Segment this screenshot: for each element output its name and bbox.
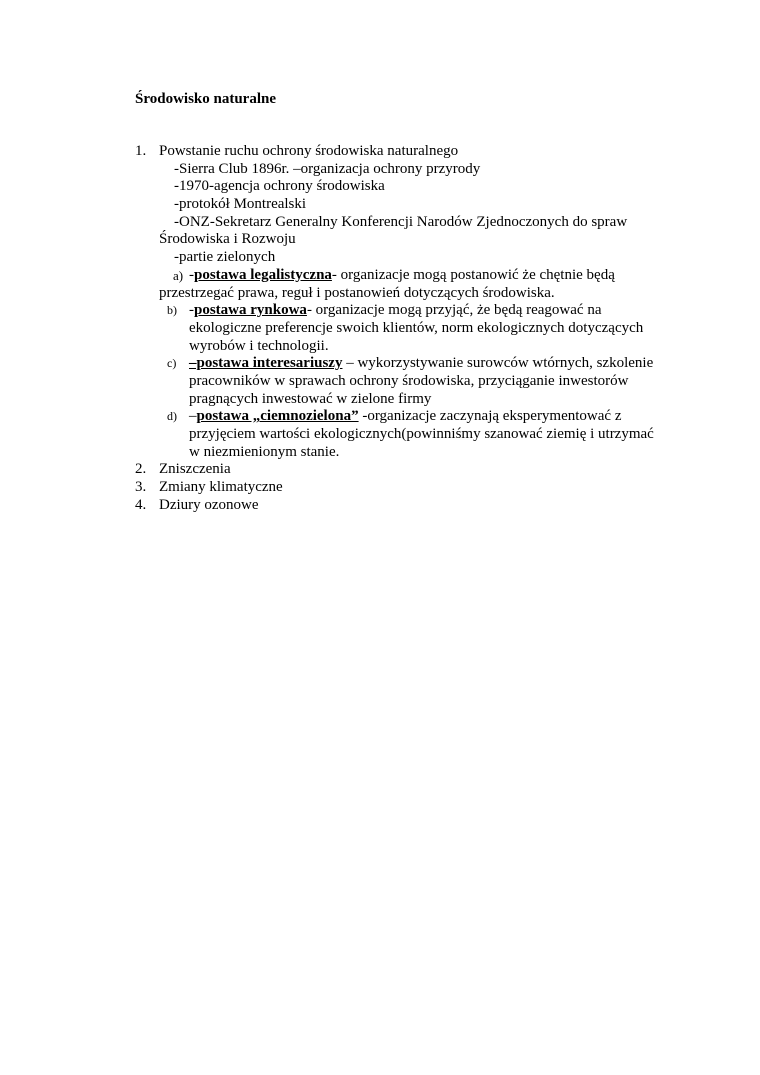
list-item-3: [0, 479, 760, 497]
line-text: pracowników w sprawach ochrony środowiska, przyciąganie inwestorów: [189, 372, 629, 389]
sublist-text: [189, 408, 621, 426]
list-item-2: [0, 461, 760, 479]
sublist-text: [189, 355, 653, 373]
text-line: [0, 373, 760, 391]
line-text: ekologiczne preferencje swoich klientów, norm ekologicznych dotyczących: [189, 319, 644, 336]
line-text: -protokół Montrealski: [174, 196, 307, 213]
prefix: -: [189, 266, 194, 283]
list-item-text: Powstanie ruchu ochrony środowiska naturalnego: [159, 143, 459, 159]
rest: - organizacje mogą postanowić że chętnie będą: [331, 266, 615, 283]
list-number: 1.: [135, 143, 147, 159]
list-number: 3.: [135, 479, 147, 496]
line-text: -ONZ-Sekretarz Generalny Konferencji Narodów Zjednoczonych do spraw: [174, 213, 628, 230]
sublist-item-b: [0, 302, 760, 320]
line-text: w niezmienionym stanie.: [189, 443, 340, 460]
line-text: -Sierra Club 1896r. –organizacja ochrony przyrody: [174, 160, 481, 177]
text-line: [0, 196, 760, 214]
text-line: [0, 161, 760, 179]
list-item-4: [0, 497, 760, 515]
list-item-text: Dziury ozonowe: [159, 496, 259, 513]
text-line: [0, 285, 760, 303]
term: postawa rynkowa: [194, 302, 307, 319]
text-line: [0, 320, 760, 338]
text-line: [0, 178, 760, 196]
text-line: [0, 338, 760, 356]
text-line: [0, 426, 760, 444]
line-text: pragnących inwestować w zielone firmy: [189, 390, 432, 407]
line-text: -partie zielonych: [174, 249, 276, 266]
line-text: przyjęciem wartości ekologicznych(powinniśmy szanować ziemię i utrzymać: [189, 426, 654, 442]
text-line: [0, 214, 760, 232]
document-title: Środowisko naturalne: [135, 91, 277, 107]
text-line: [0, 391, 760, 409]
sublist-text: [189, 302, 602, 320]
rest: - organizacje mogą przyjąć, że będą reagować na: [306, 302, 602, 319]
prefix: –: [189, 408, 197, 425]
sublist-letter: d): [167, 409, 177, 424]
sublist-letter: a): [173, 267, 184, 283]
list-item-1: [0, 143, 760, 161]
list-item-text: Zniszczenia: [159, 461, 231, 478]
line-text: Środowiska i Rozwoju: [159, 231, 296, 248]
prefix: -: [189, 302, 194, 319]
list-number: 2.: [135, 461, 147, 478]
text-line: [0, 249, 760, 267]
sublist-item-c: [0, 355, 760, 373]
text-line: [0, 231, 760, 249]
list-number: 4.: [135, 496, 147, 513]
rest: -organizacje zaczynają eksperymentować z: [358, 408, 622, 425]
list-item-text: Zmiany klimatyczne: [159, 479, 283, 496]
sublist-item-a: [0, 267, 760, 285]
term: –postawa interesariuszy: [189, 355, 343, 372]
sublist-letter: b): [167, 303, 177, 318]
text-line: [0, 444, 760, 462]
sublist-letter: c): [167, 356, 177, 371]
line-text: przestrzegać prawa, reguł i postanowień dotyczących środowiska.: [159, 284, 555, 301]
document-body: [0, 143, 760, 514]
rest: – wykorzystywanie surowców wtórnych, szkolenie: [342, 355, 654, 372]
term: postawa legalistyczna: [194, 266, 332, 283]
sublist-text: [189, 267, 615, 285]
term: postawa „ciemnozielona”: [196, 408, 359, 425]
line-text: wyrobów i technologii.: [189, 337, 329, 354]
sublist-item-d: [0, 408, 760, 426]
line-text: -1970-agencja ochrony środowiska: [174, 178, 385, 195]
